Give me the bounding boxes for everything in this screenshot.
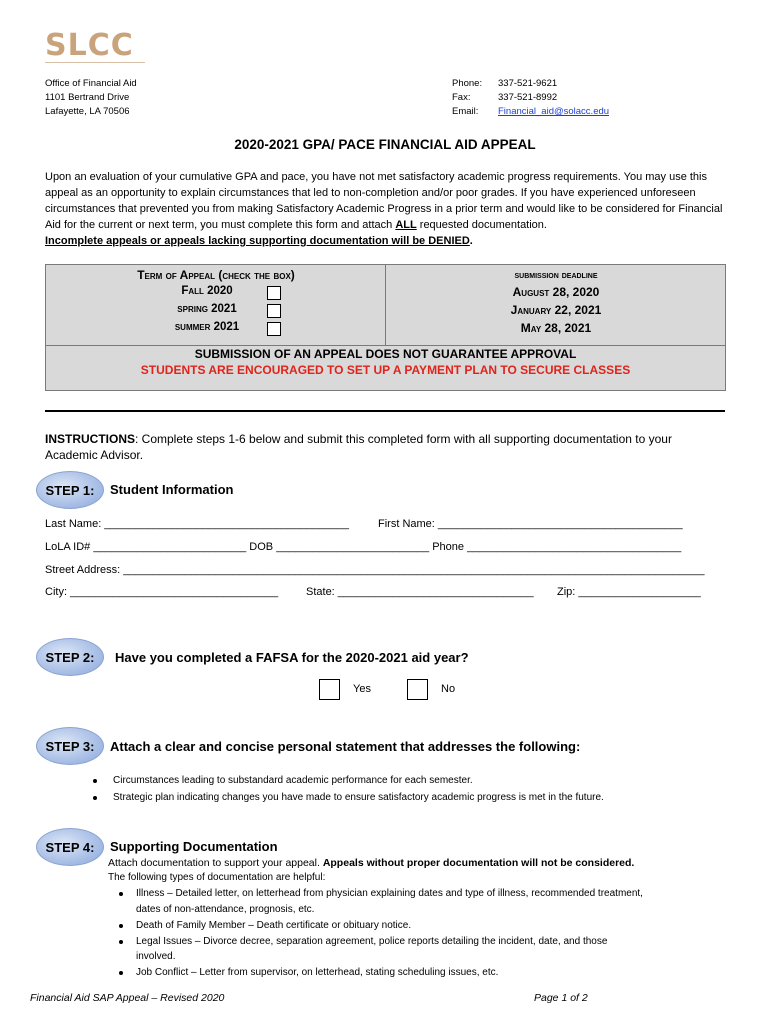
phone-value: 337-521-9621 — [498, 78, 558, 89]
step-3-badge: STEP 3: — [36, 727, 104, 765]
list-item: Circumstances leading to substandard academic performance for each semester. — [113, 775, 473, 786]
office-address — [45, 77, 137, 119]
bullet-icon — [119, 940, 123, 944]
step-2-title: Have you completed a FAFSA for the 2020-2021 aid year? — [115, 650, 469, 665]
first-name-field[interactable]: First Name: ________________________________________ — [378, 518, 683, 530]
intro-paragraph — [45, 169, 725, 249]
office-street: 1101 Bertrand Drive — [45, 92, 130, 103]
street-address-field[interactable]: Street Address: _______________________________________________________________________________________________ — [45, 564, 705, 576]
fafsa-no-checkbox[interactable] — [407, 679, 428, 700]
fax-label: Fax: — [452, 92, 471, 103]
intro-all: ALL — [395, 219, 417, 231]
office-city: Lafayette, LA 70506 — [45, 106, 130, 117]
last-name-field[interactable]: Last Name: ________________________________________ — [45, 518, 350, 530]
term-header: Term of Appeal (check the box) — [137, 268, 295, 282]
step-4-line2: The following types of documentation are helpful: — [108, 872, 326, 883]
list-item-cont: dates of non-attendance, prognosis, etc. — [136, 904, 315, 915]
intro-text-2: requested documentation. — [416, 219, 547, 231]
page-title: 2020-2021 GPA/ PACE FINANCIAL AID APPEAL — [234, 137, 536, 152]
city-field[interactable]: City: __________________________________ — [45, 586, 279, 598]
appeal-term-box — [45, 264, 726, 391]
term-label: spring 2021 — [177, 303, 237, 315]
fafsa-no-label: No — [441, 683, 456, 695]
step-2-badge: STEP 2: — [36, 638, 104, 676]
fafsa-yes-checkbox[interactable] — [319, 679, 340, 700]
payment-plan-notice: STUDENTS ARE ENCOURAGED TO SET UP A PAYMENT PLAN TO SECURE CLASSES — [140, 363, 631, 377]
deadline-value: January 22, 2021 — [510, 303, 602, 317]
step-4-intro — [108, 856, 634, 870]
deadline-value: May 28, 2021 — [520, 321, 592, 335]
email-label: Email: — [452, 106, 479, 117]
instructions-label: INSTRUCTIONS — [45, 432, 135, 446]
spring-2021-checkbox[interactable] — [267, 304, 281, 318]
step-1-title: Student Information — [110, 482, 234, 497]
logo-text: SLCC — [45, 28, 134, 63]
section-divider — [45, 410, 725, 412]
step-4-line1a: Attach documentation to support your appeal. — [108, 857, 323, 869]
deadline-value: August 28, 2020 — [512, 285, 600, 299]
office-contact — [452, 77, 609, 119]
step-4-line1b: Appeals without proper documentation will not be considered. — [322, 857, 635, 869]
step-1-badge: STEP 1: — [36, 471, 104, 509]
list-item-cont: involved. — [136, 951, 176, 962]
fafsa-yes-label: Yes — [353, 683, 371, 695]
step-3-title: Attach a clear and concise personal statement that addresses the following: — [110, 739, 581, 754]
term-label: summer 2021 — [174, 321, 240, 333]
list-item: Legal Issues – Divorce decree, separation agreement, police reports detailing the incident, date, and those — [136, 936, 608, 947]
lola-dob-phone-field[interactable]: LoLA ID# _________________________ DOB _________________________ Phone ___________________________________ — [45, 541, 682, 553]
slcc-logo — [45, 30, 150, 70]
footer-revision: Financial Aid SAP Appeal – Revised 2020 — [30, 992, 225, 1004]
list-item: Illness – Detailed letter, on letterhead from physician explaining dates and type of illness, recommended treatment, — [136, 888, 643, 899]
list-item: Strategic plan indicating changes you have made to ensure satisfactory academic progress is met in the future. — [113, 792, 604, 803]
summer-2021-checkbox[interactable] — [267, 322, 281, 336]
instructions — [45, 431, 725, 463]
phone-label: Phone: — [452, 78, 483, 89]
bullet-icon — [119, 892, 123, 896]
email-link[interactable]: Financial_aid@solacc.edu — [498, 106, 610, 117]
bullet-icon — [93, 779, 97, 783]
deadline-header: submission deadline — [514, 269, 598, 281]
intro-warning: Incomplete appeals or appeals lacking supporting documentation will be DENIED — [45, 235, 470, 247]
zip-field[interactable]: Zip: ____________________ — [557, 586, 701, 598]
term-label: Fall 2020 — [181, 285, 233, 297]
fall-2020-checkbox[interactable] — [267, 286, 281, 300]
step-4-title: Supporting Documentation — [110, 839, 278, 854]
fax-value: 337-521-8992 — [498, 92, 558, 103]
intro-text-1: Upon an evaluation of your cumulative GPA and pace, you have not met satisfactory academic progress requirements. You may use this appeal as an opportunity to explain circumstances that led to non-completion and/or poor grades. If you have experienced unforeseen circumstances that prevented you from making Satisfactory Academic Progress in a prior term and would like to be considered for Financial Aid for the current or next term, you must complete this form and attach — [45, 171, 723, 231]
bullet-icon — [93, 796, 97, 800]
footer-page-number: Page 1 of 2 — [534, 992, 588, 1004]
office-name: Office of Financial Aid — [45, 78, 137, 89]
list-item: Death of Family Member – Death certificate or obituary notice. — [136, 920, 412, 931]
bullet-icon — [119, 971, 123, 975]
step-4-badge: STEP 4: — [36, 828, 104, 866]
bullet-icon — [119, 924, 123, 928]
instructions-text: : Complete steps 1-6 below and submit this completed form with all supporting documentation to your Academic Advisor. — [45, 432, 672, 462]
intro-period: . — [469, 235, 473, 247]
approval-notice: SUBMISSION OF AN APPEAL DOES NOT GUARANTEE APPROVAL — [194, 347, 577, 361]
state-field[interactable]: State: ________________________________ — [306, 586, 534, 598]
list-item: Job Conflict – Letter from supervisor, on letterhead, stating scheduling issues, etc. — [136, 967, 499, 978]
